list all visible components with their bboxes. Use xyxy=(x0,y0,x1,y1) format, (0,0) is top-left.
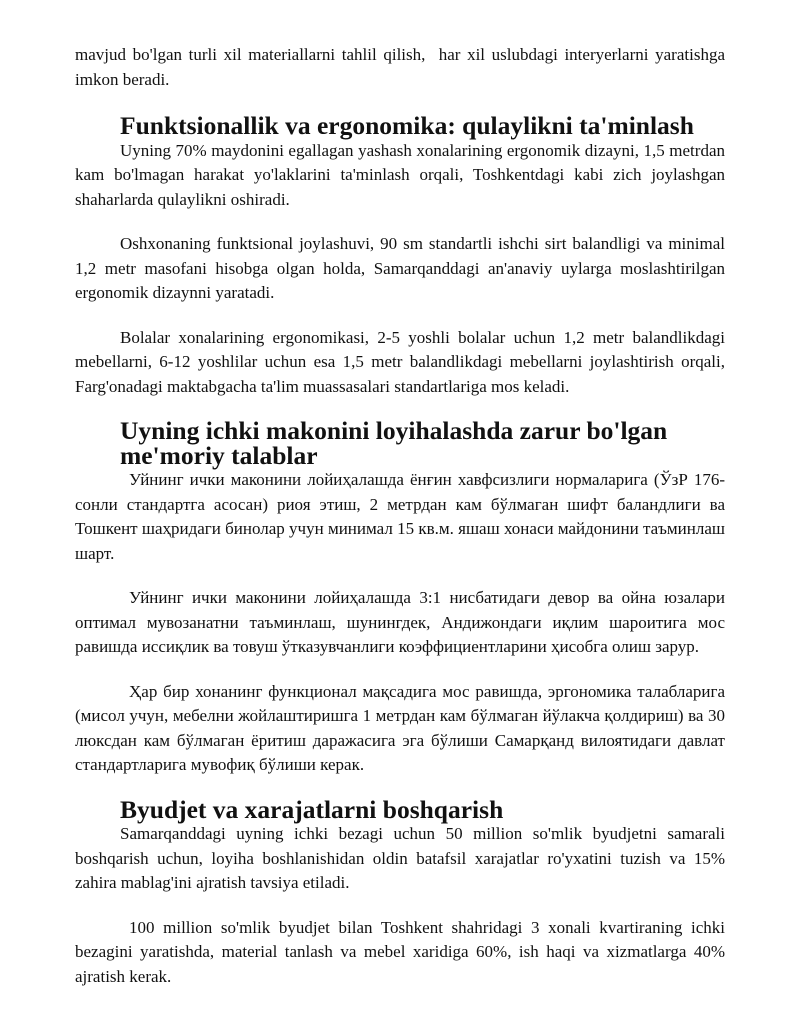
section-functionality xyxy=(75,111,725,399)
paragraph: Samarqanddagi uyning ichki bezagi uchun 50 million so'mlik byudjetni samarali boshqarish uchun, loyiha boshlanishidan oldin batafsil xarajatlar ro'yxatini tuzish va 15% zahira mablag'ini ajratish tavsiya etiladi. xyxy=(75,824,725,892)
document-page xyxy=(75,43,725,1009)
paragraph: Ҳар бир хонанинг функционал мақсадига мос равишда, эргономика талабларига (мисол учун, мебелни жойлаштиришга 1 метрдан кам бўлмаган йўлакча қолдириш) ва 30 люксдан кам бўлмаган ёритиш даражасига эга бўлиши Самарқанд вилоятидаги давлат стандартларига мувофиқ бўлиши керак. xyxy=(75,681,725,774)
paragraph: Bolalar xonalarining ergonomikasi, 2-5 yoshli bolalar uchun 1,2 metr balandlikdagi mebellarni, 6-12 yoshlilar uchun esa 1,5 metr balandlikdagi mebellarni joylashtirish orqali, Farg'onadagi maktabgacha ta'lim muassasalari standartlariga mos keladi. xyxy=(75,327,725,396)
paragraph: Oshxonaning funktsional joylashuvi, 90 sm standartli ishchi sirt balandligi va minimal 1,2 metr masofani hisobga olgan holda, Samarqanddagi an'anaviy uylarga moslashtirilgan ergonomik dizaynni yaratadi. xyxy=(75,234,725,302)
section-architecture xyxy=(75,416,725,778)
paragraph: Uyning 70% maydonini egallagan yashash xonalarining ergonomik dizayni, 1,5 metrdan kam bo'lmagan harakat yo'laklarini ta'minlash orqali, Toshkentdagi kabi zich joylashgan shaharlarda qulaylikni oshiradi. xyxy=(75,140,725,209)
intro-paragraph: mavjud bo'lgan turli xil materiallarni tahlil qilish, har xil uslubdagi interyerlarni yaratishga imkon beradi. xyxy=(75,45,725,89)
section-heading: Funktsionallik va ergonomika: qulaylikni ta'minlash xyxy=(120,111,694,140)
paragraph: 100 million so'mlik byudjet bilan Toshkent shahridagi 3 xonali kvartiraning ichki bezagini yaratishda, material tanlash va mebel xaridiga 60%, ish haqi va xizmatlarga 40% ajratish kerak. xyxy=(75,917,725,986)
section-heading: Byudjet va xarajatlarni boshqarish xyxy=(120,794,504,824)
section-heading: Uyning ichki makonini loyihalashda zarur bo'lgan me'moriy talablar xyxy=(120,416,668,470)
paragraph: Уйнинг ички маконини лойиҳалашда ёнғин хавфсизлиги нормаларига (ЎзР 176-сонли стандартга асосан) риоя этиш, 2 метрдан кам бўлмаган шифт баландлиги ва Тошкент шаҳридаги бинолар учун минимал 15 кв.м. яшаш хонаси майдонини таъминлаш шарт. xyxy=(75,470,725,563)
section-budget xyxy=(75,794,725,990)
paragraph: Уйнинг ички маконини лойиҳалашда 3:1 нисбатидаги девор ва ойна юзалари оптимал мувозанатни таъминлаш, шунингдек, Андижондаги иқлим шароитига мос равишда иссиқлик ва товуш ўтказувчанлиги коэффициентларини ҳисобга олиш зарур. xyxy=(75,588,725,656)
